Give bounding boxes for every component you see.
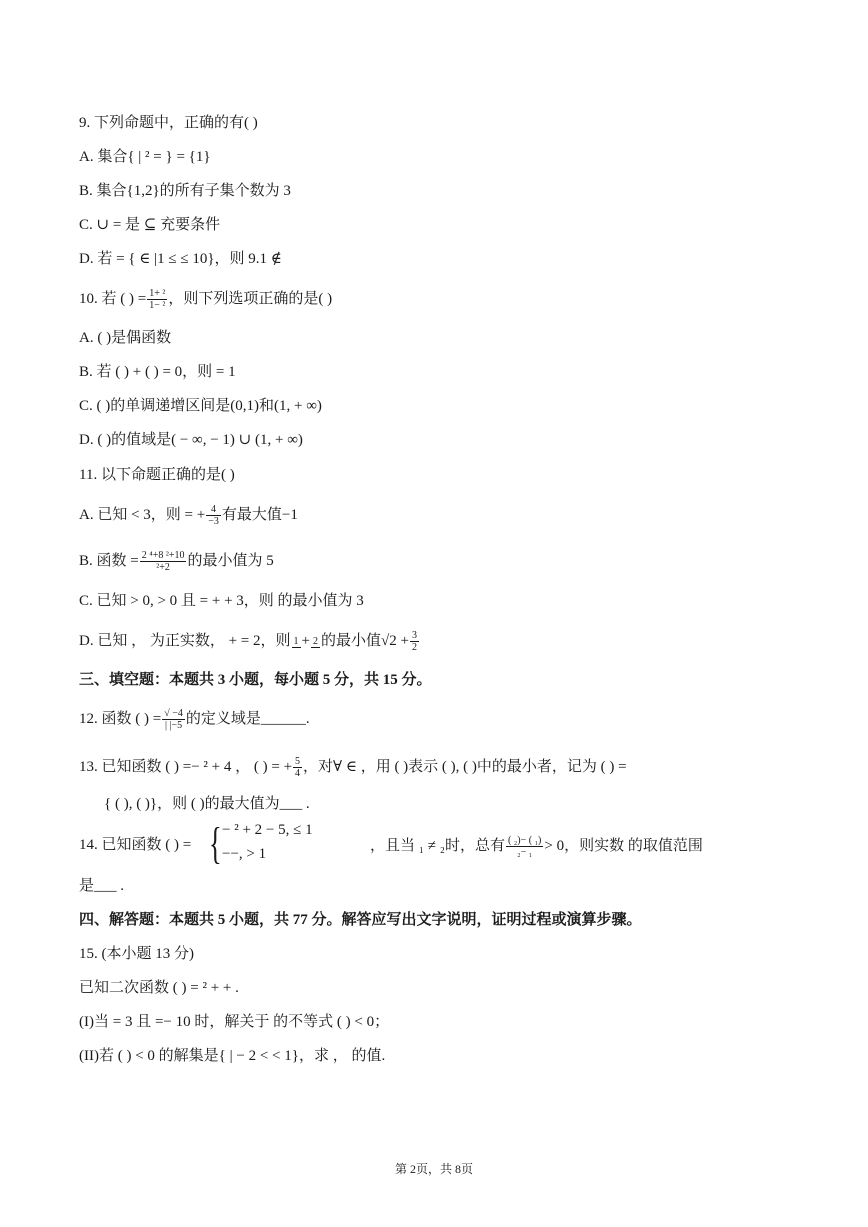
q9-stem: 9. 下列命题中，正确的有( ) xyxy=(79,115,258,131)
q14-pre: 14. 已知函数 ( ) = xyxy=(79,837,192,853)
q11-option-c: C. 已知 > 0, > 0 且 = + + 3，则 的最小值为 3 xyxy=(79,593,364,609)
q10-option-d: D. ( )的值域是( − ∞, − 1) ∪ (1, + ∞) xyxy=(79,432,303,448)
q11-a-num: 4 xyxy=(206,504,221,516)
q14-rest xyxy=(370,835,703,858)
q11-d-num3: 3 xyxy=(411,630,417,641)
q11-a-fraction xyxy=(206,504,221,527)
q14-den: ₂− ₁ xyxy=(517,847,533,858)
q14-line-2: 是___ . xyxy=(79,878,125,894)
q12-post: 的定义域是______. xyxy=(185,710,310,727)
q10-option-a: A. ( )是偶函数 xyxy=(79,330,172,346)
q11-b-num: 2 ⁴+8 ²+10 xyxy=(141,550,185,561)
q10-fraction xyxy=(147,288,167,311)
q10-frac-num: 1+ ² xyxy=(149,288,166,299)
q9-option-d: D. 若 = { ∈ |1 ≤ ≤ 10}，则 9.1 ∉ xyxy=(79,251,282,267)
q14-piece-1: − ² + 2 − 5, ≤ 1 xyxy=(222,822,313,838)
q11-a-post: 有最大值−1 xyxy=(221,506,298,523)
q12 xyxy=(79,708,310,731)
page-footer: 第 2页，共 8页 xyxy=(394,1162,473,1176)
q10-frac-den: 1− ² xyxy=(149,300,166,311)
q13-den: 4 xyxy=(295,768,301,779)
q11-stem: 11. 以下命题正确的是( ) xyxy=(79,467,235,483)
q11-d-num2: 2 xyxy=(312,635,318,647)
q11-option-b xyxy=(79,550,274,573)
q14-num: ( ₂)− ( ₁) xyxy=(507,835,542,846)
q15-stem: 已知二次函数 ( ) = ² + + . xyxy=(79,980,239,996)
q11-a-den: −3 xyxy=(208,516,219,527)
q10-stem-post: ，则下列选项正确的是( ) xyxy=(168,290,333,307)
q12-fraction xyxy=(162,708,185,731)
q15-header: 15. (本小题 13 分) xyxy=(79,946,194,962)
q9-option-b: B. 集合{1,2}的所有子集个数为 3 xyxy=(79,183,291,199)
q11-b-fraction xyxy=(140,550,187,573)
q11-option-d xyxy=(79,630,420,653)
q11-d-fraction-1 xyxy=(292,636,301,648)
q14-piece-2: −−, > 1 xyxy=(222,846,267,862)
q10-option-b: B. 若 ( ) + ( ) = 0，则 = 1 xyxy=(79,364,236,380)
q15-part-i: (I)当 = 3 且 =− 10 时，解关于 的不等式 ( ) < 0； xyxy=(79,1014,390,1030)
q9-option-a: A. 集合{ | ² = } = {1} xyxy=(79,149,211,165)
q14-mid: ，且当 ₁ ≠ ₂时，总有 xyxy=(370,837,505,854)
q10-stem xyxy=(79,288,332,311)
q11-d-num1: 1 xyxy=(293,635,299,647)
piecewise-brace: { xyxy=(209,819,222,868)
q13-line-2: { ( ), ( )}，则 ( )的最大值为___ . xyxy=(104,796,310,812)
q11-d-fraction-3 xyxy=(410,630,419,653)
q11-b-den: ²+2 xyxy=(156,562,170,573)
q11-d-den3: 2 xyxy=(411,642,417,653)
q11-d-post: 的最小值√2 + xyxy=(320,632,409,649)
q13-num: 5 xyxy=(295,756,301,767)
section-3-heading: 三、填空题：本题共 3 小题，每小题 5 分，共 15 分。 xyxy=(79,672,432,688)
q11-b-post: 的最小值为 5 xyxy=(187,552,274,569)
q14-post: > 0，则实数 的取值范围 xyxy=(544,837,703,854)
q12-pre: 12. 函数 ( ) = xyxy=(79,710,162,727)
q10-stem-pre: 10. 若 ( ) = xyxy=(79,290,147,307)
q11-d-fraction-2 xyxy=(311,636,320,648)
q10-option-c: C. ( )的单调递增区间是(0,1)和(1, + ∞) xyxy=(79,398,322,414)
q14-fraction xyxy=(506,835,543,858)
q11-b-pre: B. 函数 = xyxy=(79,552,139,569)
q11-option-a xyxy=(79,504,298,527)
q12-den: | |−5 xyxy=(164,720,183,731)
q11-a-pre: A. 已知 < 3，则 = + xyxy=(79,506,206,523)
q13-post: ，对∀ ∈ ，用 ( )表示 ( ), ( )中的最小者，记为 ( ) = xyxy=(303,758,627,775)
q13-line-1 xyxy=(79,756,627,779)
q9-option-c: C. ∪ = 是 ⊆ 充要条件 xyxy=(79,217,221,233)
q13-pre: 13. 已知函数 ( ) =− ² + 4 ， ( ) = + xyxy=(79,758,293,775)
q13-fraction xyxy=(293,756,302,779)
section-4-heading: 四、解答题：本题共 5 小题，共 77 分。解答应写出文字说明，证明过程或演算步骤。 xyxy=(79,912,642,928)
q15-part-ii: (II)若 ( ) < 0 的解集是{ | − 2 < < 1}，求 ， 的值. xyxy=(79,1048,386,1064)
q12-num: √ −4 xyxy=(164,708,183,719)
q11-d-mid: + xyxy=(301,632,310,649)
q11-d-pre: D. 已知 ， 为正实数， + = 2，则 xyxy=(79,632,291,649)
